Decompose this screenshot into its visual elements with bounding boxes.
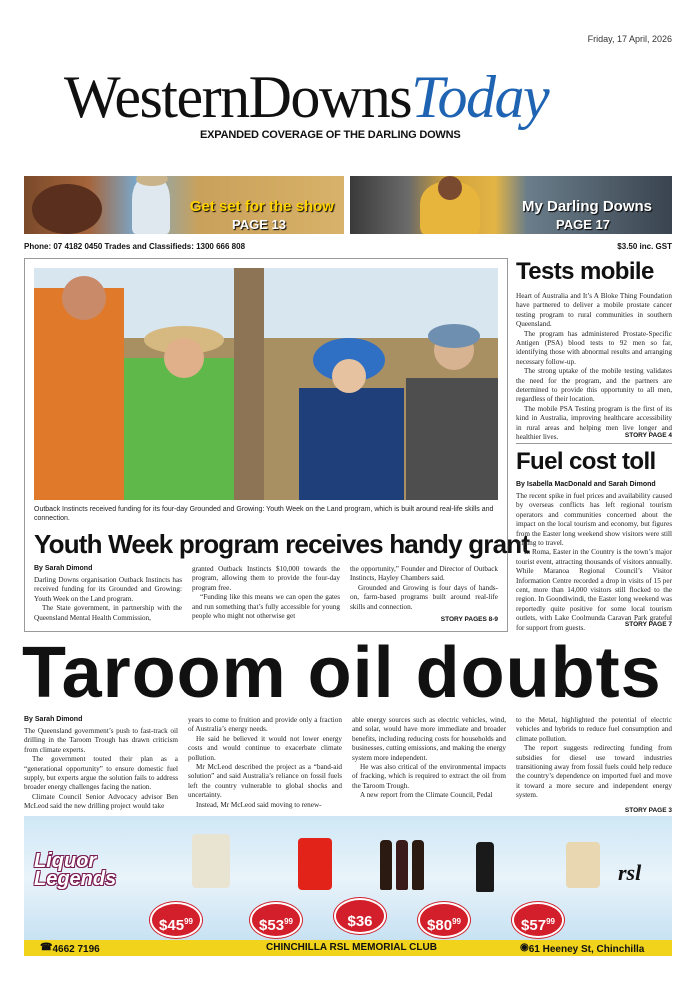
lead-headline[interactable]: Youth Week program receives handy grant bbox=[34, 529, 530, 559]
product-wine-bottle bbox=[412, 840, 424, 890]
lead-col-2 bbox=[192, 565, 340, 621]
lead-body-2 bbox=[192, 565, 340, 621]
price: $45 bbox=[159, 917, 185, 934]
taroom-col-4 bbox=[516, 716, 672, 814]
paragraph: able energy sources such as electric vehicles, wind, and solar, would have more immediate and broader benefits, including reducing costs for households and businesses, cutting emissions, and making the energy system more independent. bbox=[352, 716, 506, 762]
fuel-byline: By Isabella MacDonald and Sarah Dimond bbox=[516, 481, 656, 488]
paragraph: Darling Downs organisation Outback Instincts has received funding for its Grounded and Growing: Youth Week on the Land program. bbox=[34, 576, 182, 603]
ad-phone-number: 4662 7196 bbox=[52, 944, 100, 955]
taroom-col-3 bbox=[352, 716, 506, 801]
paragraph: Heart of Australia and It’s A Bloke Thing Foundation have partnered to deliver a mobile prostate cancer testing program to rural communities in southern Queensland. bbox=[516, 292, 672, 329]
contact-line: Phone: 07 4182 0450 Trades and Classifieds: 1300 666 808 bbox=[24, 242, 246, 251]
promo-show[interactable] bbox=[24, 176, 344, 234]
price-cents: 99 bbox=[546, 917, 555, 926]
paragraph: years to come to fruition and provide only a fraction of Australia’s energy needs. bbox=[188, 716, 342, 734]
product-great-northern bbox=[566, 842, 600, 888]
price-burst bbox=[150, 902, 202, 938]
issue-date: Friday, 17 April, 2026 bbox=[587, 34, 672, 44]
ad-address: ◉ 61 Heeney St, Chinchilla bbox=[520, 942, 645, 955]
ad-address-text: 61 Heeney St, Chinchilla bbox=[528, 944, 645, 955]
price-burst bbox=[334, 898, 386, 934]
fuel-body bbox=[516, 492, 672, 633]
price-cents: 99 bbox=[184, 917, 193, 926]
tests-see-more[interactable]: STORY PAGE 4 bbox=[624, 432, 672, 439]
tests-body bbox=[516, 292, 672, 443]
logo-line-1: Liquor bbox=[34, 850, 97, 872]
paragraph: to the Metal, highlighted the potential of electric vehicles and hybrids to reduce fuel consumption and climate pollution. bbox=[516, 716, 672, 743]
taroom-byline: By Sarah Dimond bbox=[24, 716, 83, 723]
lead-body-1 bbox=[34, 576, 182, 623]
paragraph: The government touted their plan as a “generational opportunity” to ensure domestic fuel supply, but experts argue the solution fails to address broader energy challenges facing the nation. bbox=[24, 755, 178, 792]
rsl-logo: rsl bbox=[618, 860, 642, 885]
paragraph: The Queensland government’s push to fast-track oil drilling in the Taroom Trough has drawn criticism from climate experts. bbox=[24, 727, 178, 754]
lead-col-3 bbox=[350, 565, 498, 623]
price: $80 bbox=[427, 917, 453, 934]
liquor-advertisement[interactable] bbox=[24, 816, 672, 940]
paragraph: Instead, Mr McLeod said moving to renew- bbox=[196, 800, 322, 809]
promo-darling-downs[interactable] bbox=[350, 176, 672, 234]
price-burst bbox=[418, 902, 470, 938]
fuel-headline[interactable]: Fuel cost toll bbox=[516, 448, 656, 475]
masthead-today: Today bbox=[411, 64, 549, 130]
face-shape bbox=[438, 176, 462, 200]
taroom-col-1 bbox=[24, 716, 178, 812]
paragraph: “Funding like this means we can open the gates and run something that’s fully accessible for young people who might not otherwise get bbox=[192, 593, 340, 621]
masthead-name: WesternDowns bbox=[64, 64, 412, 130]
taroom-see-more[interactable]: STORY PAGE 3 bbox=[624, 806, 672, 814]
masthead-title[interactable] bbox=[64, 66, 548, 128]
taroom-headline[interactable]: Taroom oil doubts bbox=[22, 633, 662, 713]
paragraph: The program has administered Prostate-Specific Antigen (PSA) blood tests to 92 men so far, identifying those with abnormal results and arranging necessary follow-up. bbox=[516, 329, 672, 366]
paragraph: A new report from the Climate Council, Pedal bbox=[360, 791, 493, 800]
paragraph: He was also critical of the environmental impacts of fracking, which is required to extract the oil from the Taroom Trough. bbox=[352, 763, 506, 790]
paragraph: Mr McLeod described the project as a “band-aid solution” and said Australia’s reliance on fossil fuels left the country vulnerable to global shocks and uncertainty. bbox=[188, 763, 342, 800]
cattle-photo bbox=[32, 184, 102, 234]
product-wine-bottle bbox=[396, 840, 408, 890]
paragraph: He said he believed it would not lower energy costs and would continue to exacerbate climate pollution. bbox=[188, 734, 342, 762]
cover-price: $3.50 inc. GST bbox=[617, 242, 672, 251]
paragraph: In Roma, Easter in the Country is the town’s major tourist event, attracting thousands of visitors annually. While Maranoa Regional Council’s Visitor Information Centre recorded a drop in visits of 15 per cent, more than 14,000 visitors still flocked to the region. In Goondiwindi, the Easter long weekend was reportedly quite positive for some local tourism outlets, with Lake Coolmunda Caravan Park grateful for support from guests. bbox=[516, 548, 672, 632]
paragraph: The recent spike in fuel prices and availability caused by overseas conflicts has left regional tourism operators and communities concerned about the impact on the local tourism and economy, but figures from the Easter long weekend show visitors were still willing to travel. bbox=[516, 492, 672, 548]
fuel-see-more[interactable]: STORY PAGE 7 bbox=[624, 621, 672, 628]
price-cents: 99 bbox=[452, 917, 461, 926]
paragraph: the opportunity,” Founder and Director of Outback Instincts, Hayley Chambers said. bbox=[350, 565, 498, 583]
masthead-tagline: EXPANDED COVERAGE OF THE DARLING DOWNS bbox=[200, 129, 461, 141]
lead-body-3 bbox=[350, 565, 498, 612]
product-wine-bottle bbox=[380, 840, 392, 890]
promo-darling-title: My Darling Downs bbox=[521, 198, 652, 215]
ad-club-name: CHINCHILLA RSL MEMORIAL CLUB bbox=[266, 942, 437, 953]
promo-show-title: Get set for the show bbox=[189, 198, 334, 215]
taroom-body-3 bbox=[352, 716, 506, 801]
product-xxxx-gold bbox=[298, 838, 332, 890]
price: $53 bbox=[259, 917, 285, 934]
price-burst bbox=[250, 902, 302, 938]
paragraph: The report suggests redirecting funding from subsidies for diesel use toward industries transitioning away from fossil fuels could help reduce the country’s dependence on imported fuel and move it toward a more secure and independent energy system. bbox=[516, 744, 672, 800]
divider bbox=[516, 443, 672, 444]
paragraph: Grounded and Growing is four days of hands-on, farm-based programs built around real-life skills and connection. bbox=[350, 583, 498, 611]
lead-see-more[interactable]: STORY PAGES 8-9 bbox=[440, 616, 498, 624]
price-burst bbox=[512, 902, 564, 938]
photo-caption: Outback Instincts received funding for its four-day Grounded and Growing: Youth Week on the Land program, which is built around real-life skills and connection. bbox=[34, 506, 494, 522]
price: $57 bbox=[521, 917, 547, 934]
taroom-col-2 bbox=[188, 716, 342, 810]
price: $36 bbox=[347, 913, 373, 930]
ad-phone[interactable]: ☎ 4662 7196 bbox=[40, 942, 100, 955]
product-can-pack bbox=[192, 834, 230, 888]
price-cents: 99 bbox=[284, 917, 293, 926]
taroom-body-1 bbox=[24, 727, 178, 812]
lead-byline: By Sarah Dimond bbox=[34, 565, 93, 572]
paragraph: Climate Council Senior Advocacy advisor Ben McLeod said the new drilling project would take bbox=[24, 792, 178, 811]
paragraph: The strong uptake of the mobile testing validates the need for the program, and the partners are determined to provide this opportunity to all men, regardless of their location. bbox=[516, 367, 672, 404]
promo-darling-page: PAGE 17 bbox=[556, 217, 610, 232]
taroom-body-4 bbox=[516, 716, 672, 801]
ad-footer-bar bbox=[24, 940, 672, 956]
paragraph: The State government, in partnership with the Queensland Mental Health Commission, bbox=[34, 604, 182, 622]
tests-headline[interactable]: Tests mobile bbox=[516, 258, 654, 285]
liquor-legends-logo bbox=[34, 852, 116, 888]
lead-col-1 bbox=[34, 565, 182, 623]
taroom-body-2 bbox=[188, 716, 342, 810]
promo-show-page: PAGE 13 bbox=[232, 217, 286, 232]
paragraph: granted Outback Instincts $10,000 towards the program, allowing them to provide the four-day program free. bbox=[192, 565, 340, 592]
lead-photo[interactable] bbox=[34, 268, 498, 500]
product-whiskey-bottle bbox=[476, 842, 494, 892]
logo-line-2: Legends bbox=[34, 868, 117, 890]
lead-photo-art bbox=[34, 268, 498, 500]
paragraph: The mobile PSA Testing program is the first of its kind in Australia, improving healthcare accessibility in rural areas and helping men live longer and healthier lives. bbox=[516, 404, 672, 442]
